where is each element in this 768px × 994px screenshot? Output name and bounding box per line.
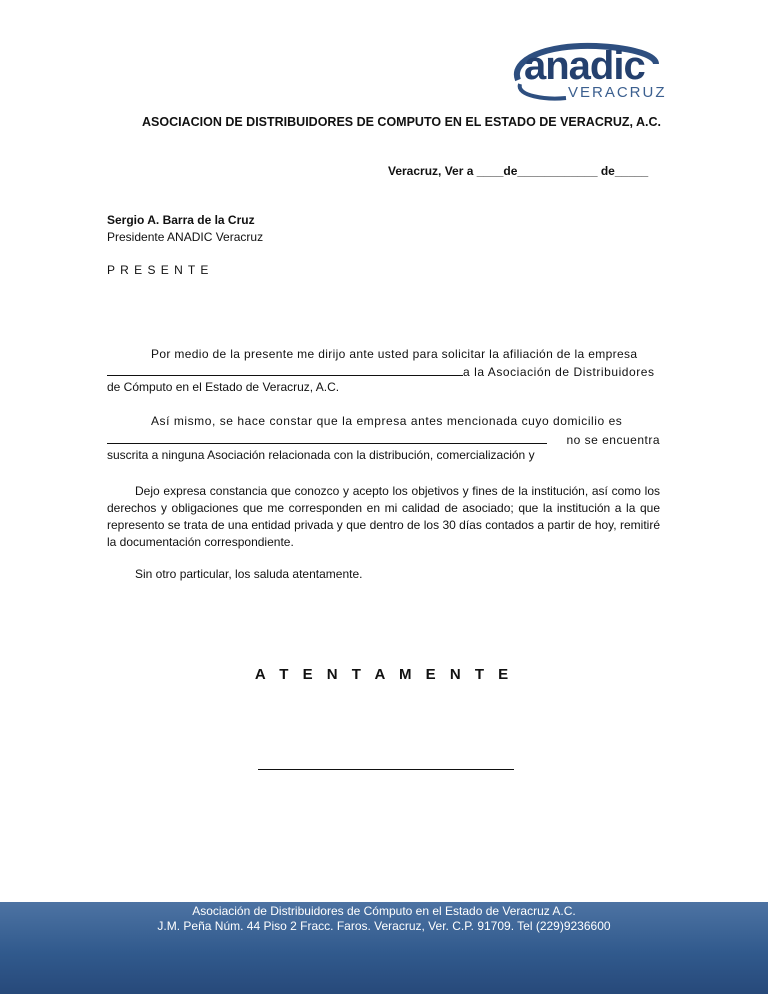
signature-line — [258, 769, 514, 770]
atentamente-heading: A T E N T A M E N T E — [254, 666, 514, 683]
paragraph-2-line-2 — [107, 431, 660, 447]
footer-address: J.M. Peña Núm. 44 Piso 2 Fracc. Faros. Veracruz, Ver. C.P. 91709. Tel (229)9236600 — [157, 919, 611, 933]
association-title: ASOCIACION DE DISTRIBUIDORES DE COMPUTO EN EL ESTADO DE VERACRUZ, A.C. — [142, 115, 662, 129]
footer-bar — [0, 902, 768, 994]
logo-subtext: VERACRUZ — [568, 84, 667, 101]
footer-association-name: Asociación de Distribuidores de Cómputo en el Estado de Veracruz A.C. — [192, 904, 576, 918]
paragraph-2-line-3: suscrita a ninguna Asociación relacionada con la distribución, comercialización y — [107, 448, 535, 462]
recipient-name: Sergio A. Barra de la Cruz — [107, 213, 255, 227]
date-line: Veracruz, Ver a ____de____________ de_____ — [388, 164, 649, 178]
paragraph-3: Dejo expresa constancia que conozco y acepto los objetivos y fines de la institución, así como los derechos y obligaciones que me corresponden en mi calidad de asociado; que la institución a la que represento se trata de una entidad privada y que dentro de los 30 días contados a partir de hoy, remitiré la documentación correspondiente. — [107, 484, 660, 549]
paragraph-2-line-1: Así mismo, se hace constar que la empresa antes mencionada cuyo domicilio es — [151, 414, 623, 428]
paragraph-2-line-2-text: no se encuentra — [566, 433, 660, 447]
closing-sentence: Sin otro particular, los saluda atentamente. — [135, 567, 363, 581]
paragraph-1-line-1: Por medio de la presente me dirijo ante usted para solicitar la afiliación de la empresa — [151, 347, 638, 361]
company-blank — [107, 363, 463, 376]
anadic-logo — [506, 40, 666, 104]
paragraph-1-line-3: de Cómputo en el Estado de Veracruz, A.C. — [107, 380, 340, 394]
logo-text: anadic — [524, 44, 645, 88]
paragraph-1-line-2-text: a la Asociación de Distribuidores — [463, 365, 655, 379]
presente-label: P R E S E N T E — [107, 263, 210, 277]
recipient-position: Presidente ANADIC Veracruz — [107, 230, 264, 244]
address-blank — [107, 431, 547, 444]
paragraph-1-line-2 — [107, 363, 655, 379]
